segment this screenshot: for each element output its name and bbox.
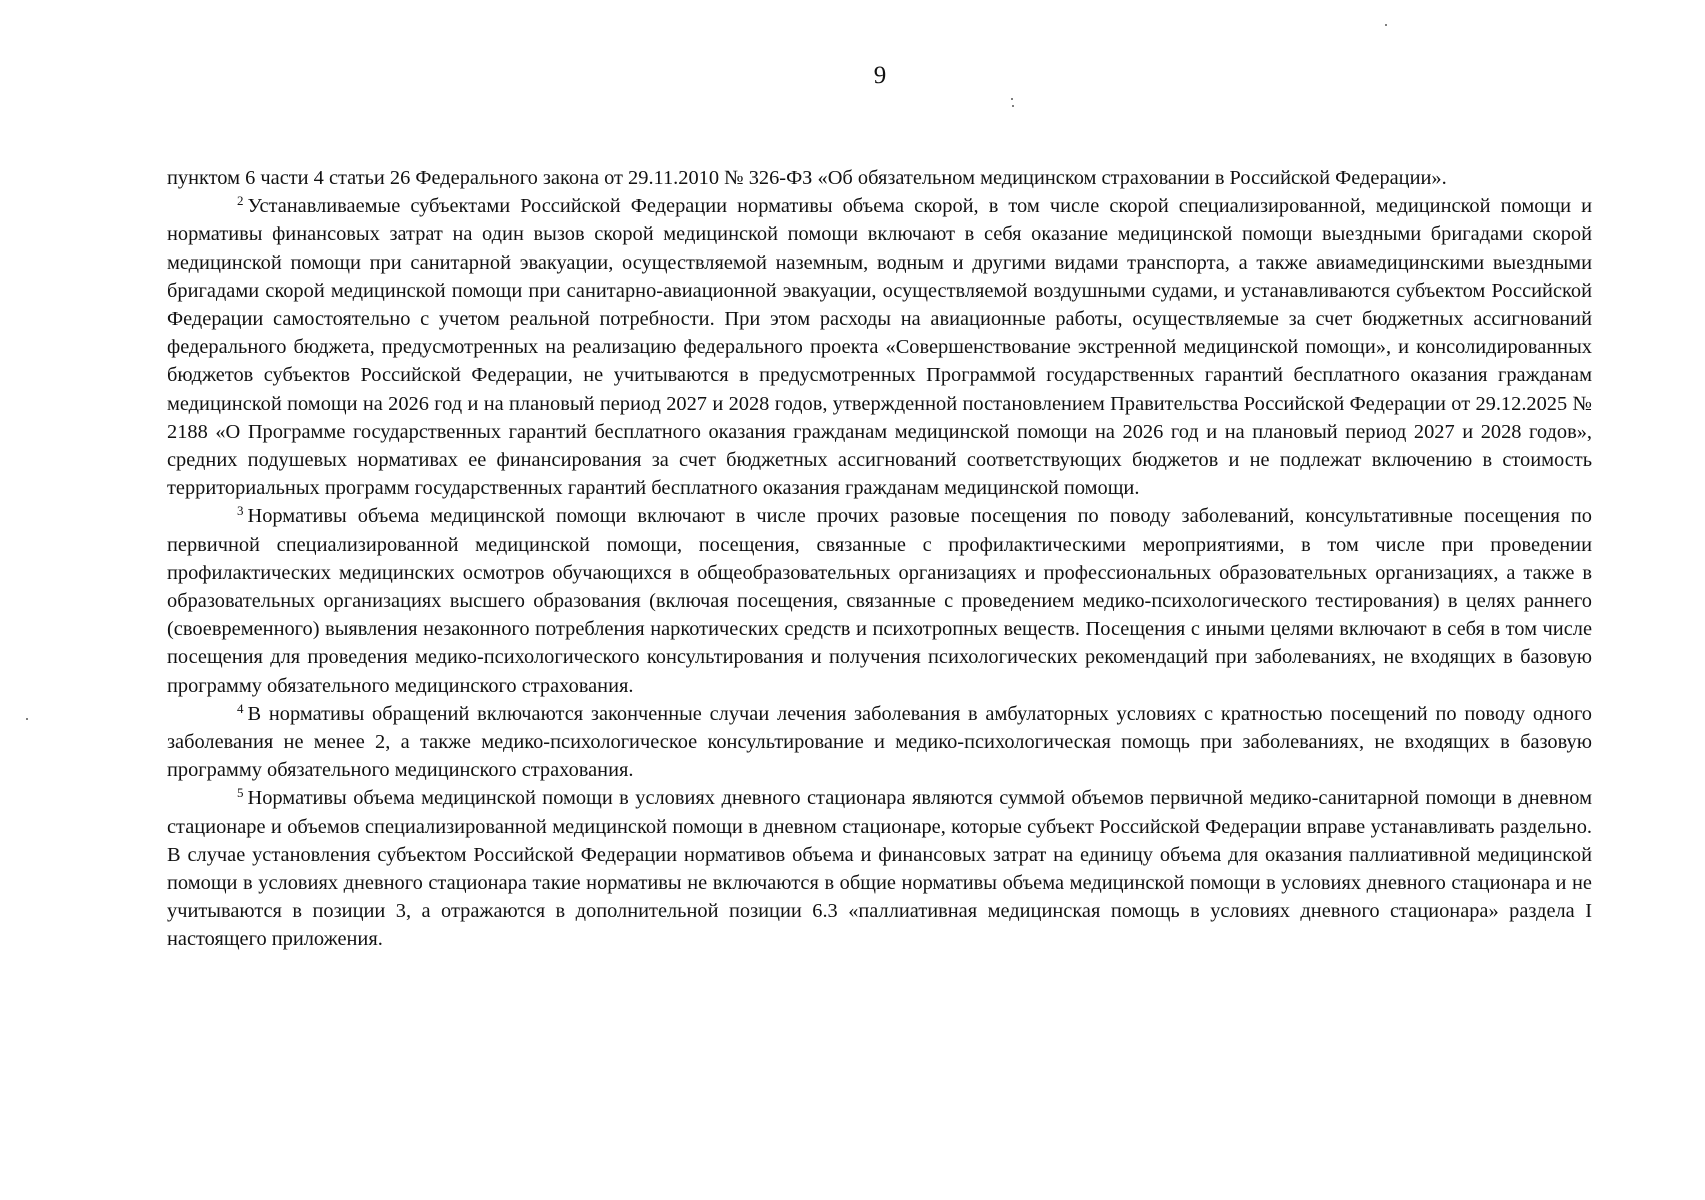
scan-speck	[1012, 105, 1014, 107]
footnote-text: Нормативы объема медицинской помощи включают в числе прочих разовые посещения по поводу заболеваний, консультативные посещения по первичной специализированной медицинской помощи, посещения, связанные с профилактическими мероприятиями, в том числе при проведении профилактических медицинских осмотров обучающихся в общеобразовательных организациях и профессиональных образовательных организациях, а также в образовательных организациях высшего образования (включая посещения, связанные с проведением медико-психологического тестирования) в целях раннего (своевременного) выявления незаконного потребления наркотических средств и психотропных веществ. Посещения с иными целями включают в себя в том числе посещения для проведения медико-психологического консультирования и получения психологических рекомендаций при заболеваниях, не входящих в базовую программу обязательного медицинского страхования.	[167, 505, 1592, 697]
footnote-3	[167, 502, 1592, 699]
document-body	[167, 164, 1592, 954]
footnote-5	[167, 784, 1592, 953]
footnote-text: Устанавливаемые субъектами Российской Федерации нормативы объема скорой, в том числе скорой специализированной, медицинской помощи и нормативы финансовых затрат на один вызов скорой медицинской помощи включают в себя оказание медицинской помощи выездными бригадами скорой медицинской помощи при санитарной эвакуации, осуществляемой наземным, водным и другими видами транспорта, а также авиамедицинскими выездными бригадами скорой медицинской помощи при санитарно-авиационной эвакуации, осуществляемой воздушными судами, и устанавливаются субъектом Российской Федерации самостоятельно с учетом реальной потребности. При этом расходы на авиационные работы, осуществляемые за счет бюджетных ассигнований федерального бюджета, предусмотренных на реализацию федерального проекта «Совершенствование экстренной медицинской помощи», и консолидированных бюджетов субъектов Российской Федерации, не учитываются в предусмотренных Программой государственных гарантий бесплатного оказания гражданам медицинской помощи на 2026 год и на плановый период 2027 и 2028 годов, утвержденной постановлением Правительства Российской Федерации от 29.12.2025 № 2188 «О Программе государственных гарантий бесплатного оказания гражданам медицинской помощи на 2026 год и на плановый период 2027 и 2028 годов», средних подушевых нормативах ее финансирования за счет бюджетных ассигнований соответствующих бюджетов и не подлежат включению в стоимость территориальных программ государственных гарантий бесплатного оказания гражданам медицинской помощи.	[167, 195, 1592, 500]
footnote-mark: 4	[237, 700, 244, 716]
footnote-text: Нормативы объема медицинской помощи в условиях дневного стационара являются суммой объемов первичной медико-санитарной помощи в дневном стационаре и объемов специализированной медицинской помощи в дневном стационаре, которые субъект Российской Федерации вправе устанавливать раздельно. В случае установления субъектом Российской Федерации нормативов объема и финансовых затрат на единицу объема для оказания паллиативной медицинской помощи в условиях дневного стационара такие нормативы не включаются в общие нормативы объема медицинской помощи в условиях дневного стационара и не учитываются в позиции 3, а отражаются в дополнительной позиции 6.3 «паллиативная медицинская помощь в условиях дневного стационара» раздела I настоящего приложения.	[167, 787, 1592, 951]
footnote-mark: 2	[237, 193, 244, 209]
scan-speck	[26, 718, 28, 720]
page-number: 9	[873, 62, 887, 89]
paragraph-continuation	[167, 164, 1592, 192]
footnote-4	[167, 700, 1592, 785]
scan-speck	[1385, 24, 1387, 26]
footnote-mark: 5	[237, 785, 244, 801]
scan-speck	[1011, 98, 1013, 100]
paragraph-text: пунктом 6 части 4 статьи 26 Федерального закона от 29.11.2010 № 326-ФЗ «Об обязательном медицинском страховании в Российской Федерации».	[167, 167, 1447, 189]
footnote-2	[167, 192, 1592, 502]
footnote-mark: 3	[237, 503, 244, 519]
footnote-text: В нормативы обращений включаются законченные случаи лечения заболевания в амбулаторных условиях с кратностью посещений по поводу одного заболевания не менее 2, а также медико-психологическое консультирование и медико-психологическая помощь при заболеваниях, не входящих в базовую программу обязательного медицинского страхования.	[167, 702, 1592, 782]
